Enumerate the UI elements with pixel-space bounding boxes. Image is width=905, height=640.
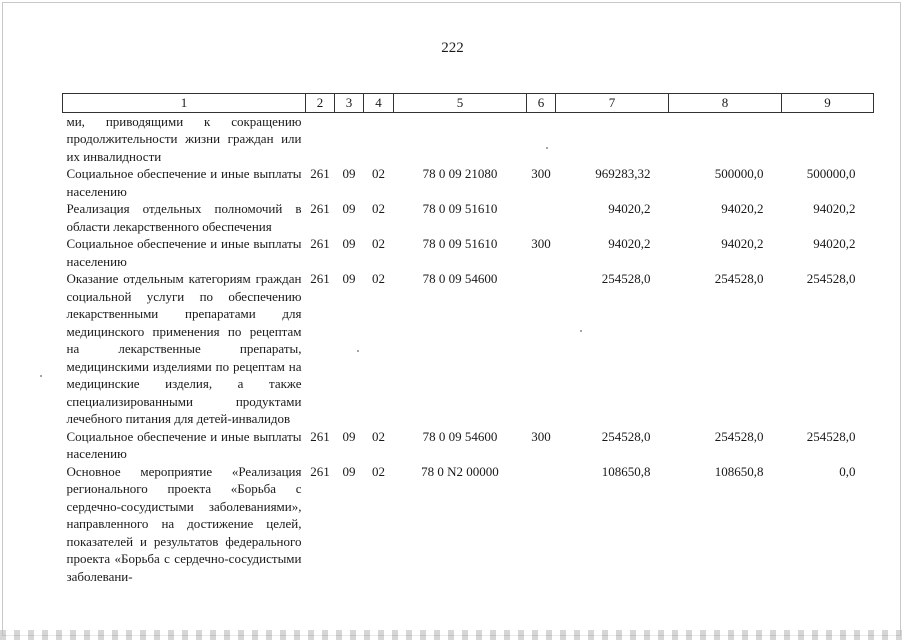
cell-expense-type (527, 200, 556, 235)
cell-ministry-code: 261 (310, 428, 330, 444)
cell-amount-1: 254528,0 (601, 428, 651, 444)
cell-amount-2 (669, 112, 782, 165)
cell-amount-1: 94020,2 (608, 201, 651, 216)
row-name: Социальное обеспечение и иные выплаты населению (66, 236, 302, 269)
column-header: 4 (364, 94, 394, 113)
cell-section: 09 (342, 271, 356, 286)
cell-ministry-code: 261 (310, 271, 330, 286)
column-header: 5 (394, 94, 527, 113)
cell-target-article: 78 0 09 21080 (422, 166, 498, 181)
table-row (63, 463, 874, 586)
row-name: Социальное обеспечение и иные выплаты населению (66, 166, 302, 199)
cell-amount-3: 500000,0 (806, 166, 856, 181)
table-row (63, 165, 874, 200)
cell-amount-1 (556, 112, 669, 165)
row-name: Оказание отдельным категориям граждан социальной услуги по обеспечению лекарственными препаратами для медицинского применения по рецептам на лекарственные препараты, медицинскими изделиями по рецептам на медицинские изделия, а также специализированными продуктами лечебного питания для детей-инвалидов (66, 271, 302, 426)
scan-bottom-edge (0, 630, 905, 640)
row-name: ми, приводящими к сокращению продолжительности жизни граждан или их инвалидности (66, 113, 302, 164)
cell-amount-3: 94020,2 (813, 201, 856, 216)
column-header: 2 (306, 94, 335, 113)
cell-target-article: 78 0 09 54600 (422, 428, 498, 444)
cell-amount-1: 108650,8 (601, 463, 651, 479)
table-row (63, 200, 874, 235)
table-row (63, 428, 874, 463)
cell-target-article: 78 0 09 51610 (422, 236, 498, 251)
cell-section (335, 112, 364, 165)
cell-ministry-code: 261 (310, 201, 330, 216)
cell-section: 09 (342, 166, 356, 181)
cell-section: 09 (342, 428, 356, 444)
budget-table (62, 93, 874, 585)
scan-speck (357, 350, 359, 352)
cell-amount-2: 500000,0 (714, 166, 764, 181)
table-row (63, 112, 874, 165)
cell-target-article: 78 0 09 51610 (422, 201, 498, 216)
row-name: Реализация отдельных полномочий в области лекарственного обеспечения (66, 201, 302, 234)
cell-expense-type (527, 112, 556, 165)
row-name: Социальное обеспечение и иные выплаты населению (66, 428, 302, 461)
cell-expense-type: 300 (531, 428, 551, 444)
cell-subsection: 02 (372, 166, 385, 181)
cell-subsection: 02 (372, 271, 385, 286)
table-row (63, 235, 874, 270)
cell-amount-3: 254528,0 (806, 428, 856, 444)
cell-ministry-code: 261 (310, 236, 330, 251)
cell-target-article (394, 112, 527, 165)
cell-amount-3: 254528,0 (806, 271, 856, 286)
cell-section: 09 (342, 201, 356, 216)
column-header: 8 (669, 94, 782, 113)
cell-target-article: 78 0 N2 00000 (421, 463, 499, 479)
cell-ministry-code (306, 112, 335, 165)
cell-expense-type: 300 (531, 166, 551, 181)
cell-subsection: 02 (372, 201, 385, 216)
cell-amount-2: 254528,0 (714, 428, 764, 444)
cell-amount-1: 94020,2 (608, 236, 651, 251)
cell-section: 09 (342, 236, 356, 251)
row-name: Основное мероприятие «Реализация регионального проекта «Борьба с сердечно-сосудистыми заболеваниями», направленного на достижение целей, показателей и результатов федерального проекта «Борьба с сердечно-сосудистыми заболевани- (66, 463, 302, 584)
column-header: 7 (556, 94, 669, 113)
cell-target-article: 78 0 09 54600 (422, 271, 498, 286)
scan-speck (546, 147, 548, 149)
cell-expense-type (527, 270, 556, 428)
cell-subsection: 02 (372, 236, 385, 251)
cell-expense-type: 300 (531, 236, 551, 251)
scan-speck (40, 375, 42, 377)
cell-ministry-code: 261 (310, 166, 330, 181)
table-row (63, 270, 874, 428)
cell-amount-1: 254528,0 (601, 271, 651, 286)
cell-expense-type (527, 463, 556, 586)
cell-amount-2: 94020,2 (721, 236, 764, 251)
cell-ministry-code: 261 (310, 463, 330, 479)
scan-speck (580, 330, 582, 332)
table-header-row (63, 94, 874, 113)
page-number: 222 (441, 40, 464, 56)
cell-amount-1: 969283,32 (595, 166, 651, 181)
cell-section: 09 (342, 463, 356, 479)
column-header: 9 (782, 94, 874, 113)
cell-amount-2: 108650,8 (714, 463, 764, 479)
cell-amount-2: 254528,0 (714, 271, 764, 286)
cell-subsection: 02 (372, 428, 385, 444)
cell-subsection (364, 112, 394, 165)
cell-subsection: 02 (372, 463, 385, 479)
cell-amount-3: 94020,2 (813, 236, 856, 251)
column-header: 1 (63, 94, 306, 113)
column-header: 6 (527, 94, 556, 113)
column-header: 3 (335, 94, 364, 113)
cell-amount-3: 0,0 (839, 463, 856, 479)
cell-amount-2: 94020,2 (721, 201, 764, 216)
cell-amount-3 (782, 112, 874, 165)
